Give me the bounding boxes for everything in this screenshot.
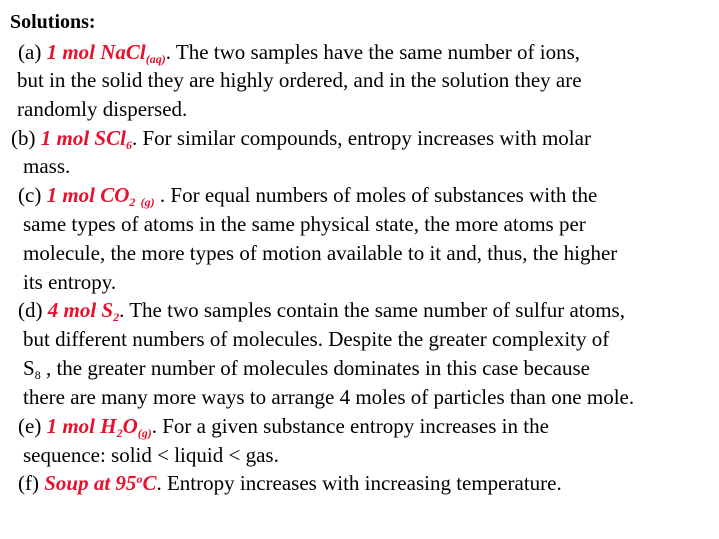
item-a-line-2: but in the solid they are highly ordered, and in the solution they are (17, 68, 582, 92)
item-a-line-1: (a) 1 mol NaCl$_{(aq)}$. The two samples have the same number of ions, (18, 40, 581, 66)
item-b-highlight: 1 mol SCl$_6$ (40, 126, 132, 152)
item-d-line-3: S8 , the greater number of molecules dominates in this case because (23, 356, 590, 382)
item-d-line-4: there are many more ways to arrange 4 moles of particles than one mole. (23, 385, 635, 409)
item-c-line-2: same types of atoms in the same physical state, the more atoms per (23, 212, 586, 236)
item-c-line-1: (c) 1 mol $CO_2$ $_{(g)}$ . For equal numbers of moles of substances with the (18, 183, 598, 209)
item-d-line-2: but different numbers of molecules. Despite the greater complexity of (23, 327, 610, 351)
item-f-line-1: (f) Soup at 95$^o$C. Entropy increases with increasing temperature. (18, 471, 562, 495)
item-c-prefix: (c) (18, 183, 47, 207)
item-c-line-3: molecule, the more types of motion available to it and, thus, the higher (23, 241, 618, 265)
heading: Solutions: (10, 11, 96, 33)
item-c-line-4: its entropy. (23, 270, 117, 294)
item-e-line-2: sequence: solid < liquid < gas. (23, 443, 279, 467)
item-e-prefix: (e) (18, 414, 47, 438)
item-b-line-2: mass. (23, 154, 71, 178)
item-a-prefix: (a) (18, 40, 47, 64)
item-f-prefix: (f) (18, 471, 45, 495)
item-f-highlight: Soup at 95$^o$C (44, 471, 157, 495)
item-d-line-1: (d) 4 mol $S_2$. The two samples contain the same number of sulfur atoms, (18, 298, 625, 324)
item-d-highlight: 4 mol $S_2$ (47, 298, 120, 324)
item-d-prefix: (d) (18, 298, 48, 322)
item-b-line-1: (b) 1 mol SCl$_6$. For similar compounds, entropy increases with molar (11, 126, 591, 152)
item-e-highlight: 1 mol $H_2O_{(g)}$ (46, 414, 152, 440)
item-a-highlight: 1 mol NaCl$_{(aq)}$ (46, 40, 166, 66)
item-e-line-1: (e) 1 mol $H_2O_{(g)}$. For a given substance entropy increases in the (18, 414, 549, 440)
item-c-highlight: 1 mol $CO_2$ $_{(g)}$ (46, 183, 155, 209)
item-b-prefix: (b) (11, 126, 41, 150)
item-a-line-3: randomly dispersed. (17, 97, 188, 121)
